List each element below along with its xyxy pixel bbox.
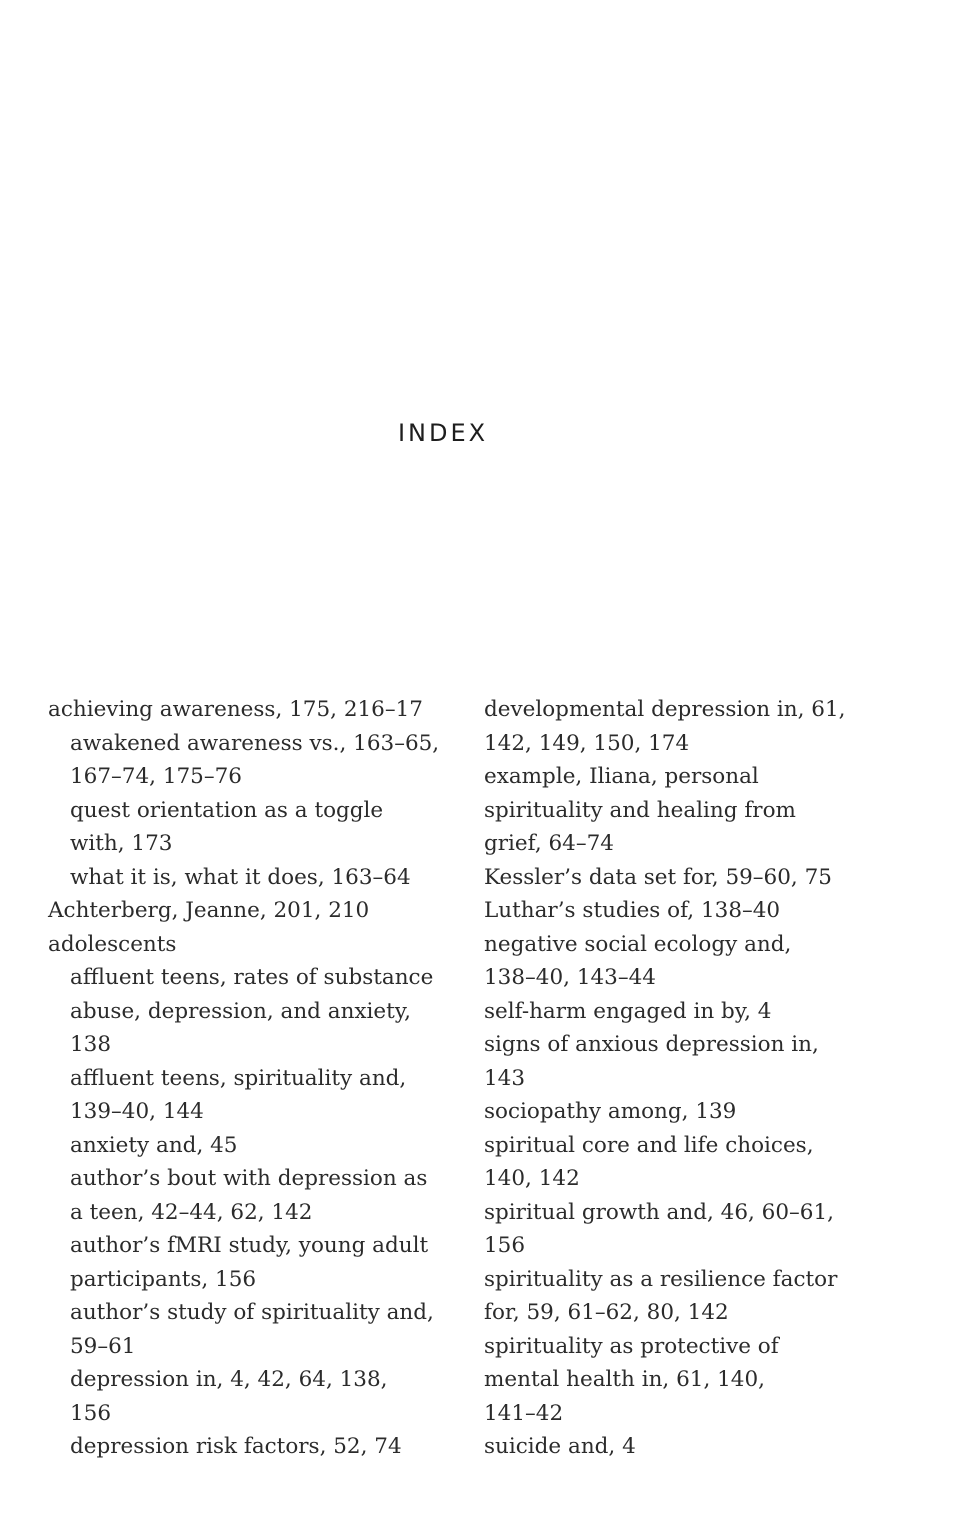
index-entry-line: achieving awareness, 175, 216–17 (48, 697, 423, 722)
index-entry-line: 59–61 (70, 1333, 136, 1359)
index-subentry (48, 861, 448, 895)
index-entry-line: negative social ecology and, (484, 931, 792, 957)
index-entry-line: mental health in, 61, 140, (484, 1367, 766, 1392)
index-entry-line: 142, 149, 150, 174 (484, 730, 690, 756)
index-entry-line: 138–40, 143–44 (484, 965, 656, 990)
index-entry (48, 693, 448, 727)
index-subentry (48, 1129, 448, 1163)
index-entry-line: a teen, 42–44, 62, 142 (70, 1199, 313, 1225)
index-entry-line: depression risk factors, 52, 74 (70, 1434, 402, 1459)
index-entry-line: author’s fMRI study, young adult (70, 1233, 429, 1258)
index-entry-line: spiritual core and life choices, (484, 1132, 814, 1158)
index-subentry (48, 1296, 448, 1363)
index-entry (484, 894, 864, 928)
index-entry-line: self-harm engaged in by, 4 (484, 998, 772, 1024)
index-entry (484, 1430, 864, 1464)
index-entry-line: author’s bout with depression as (70, 1166, 428, 1191)
index-entry (484, 1129, 864, 1196)
index-entry (484, 995, 864, 1029)
index-subentry (48, 961, 448, 1062)
index-subentry (48, 1162, 448, 1229)
index-entry-line: participants, 156 (70, 1266, 257, 1292)
index-subentry (48, 1062, 448, 1129)
index-entry (484, 1095, 864, 1129)
index-entry-line: spirituality as protective of (484, 1333, 779, 1359)
index-subentry (48, 1363, 448, 1430)
index-entry (484, 1196, 864, 1263)
index-entry-line: 167–74, 175–76 (70, 764, 242, 789)
index-entry-line: with, 173 (70, 831, 173, 856)
index-entry-line: affluent teens, rates of substance (70, 965, 434, 990)
index-entry-line: Kessler’s data set for, 59–60, 75 (484, 864, 832, 890)
index-entry-line: Luthar’s studies of, 138–40 (484, 898, 781, 923)
index-entry-line: suicide and, 4 (484, 1434, 636, 1459)
index-entry-line: author’s study of spirituality and, (70, 1300, 434, 1325)
index-column-left (48, 693, 448, 1464)
index-entry-line: 156 (484, 1233, 526, 1258)
index-subentry (48, 727, 448, 794)
index-entry-line: spiritual growth and, 46, 60–61, (484, 1199, 834, 1225)
page-title: INDEX (397, 419, 489, 447)
index-entry-line: 141–42 (484, 1400, 564, 1426)
index-entry-line: abuse, depression, and anxiety, (70, 998, 411, 1024)
index-subentry (48, 794, 448, 861)
index-entry-line: example, Iliana, personal (484, 764, 759, 789)
index-entry (48, 928, 448, 962)
index-entry-line: grief, 64–74 (484, 831, 614, 856)
index-entry-line: adolescents (48, 931, 177, 957)
index-entry-line: 156 (70, 1400, 112, 1426)
index-entry-line: what it is, what it does, 163–64 (70, 864, 411, 890)
index-entry-line: 143 (484, 1065, 526, 1091)
index-subentry (48, 1430, 448, 1464)
index-entry (484, 928, 864, 995)
index-entry-line: awakened awareness vs., 163–65, (70, 730, 440, 756)
index-entry (484, 861, 864, 895)
index-entry (48, 894, 448, 928)
index-entry-line: spirituality as a resilience factor (484, 1266, 838, 1292)
index-entry (484, 693, 864, 760)
index-entry-line: for, 59, 61–62, 80, 142 (484, 1300, 729, 1325)
index-entry-line: spirituality and healing from (484, 797, 796, 823)
index-entry (484, 1330, 864, 1431)
index-entry-line: developmental depression in, 61, (484, 697, 846, 722)
index-entry (484, 1028, 864, 1095)
index-entry (484, 760, 864, 861)
index-entry-line: anxiety and, 45 (70, 1132, 238, 1158)
index-entry-line: signs of anxious depression in, (484, 1032, 819, 1057)
index-entry-line: Achterberg, Jeanne, 201, 210 (48, 898, 370, 923)
index-entry (484, 1263, 864, 1330)
index-entry-line: sociopathy among, 139 (484, 1099, 737, 1124)
index-entry-line: 139–40, 144 (70, 1099, 204, 1124)
index-subentry (48, 1229, 448, 1296)
index-entry-line: depression in, 4, 42, 64, 138, (70, 1367, 388, 1392)
index-entry-line: affluent teens, spirituality and, (70, 1065, 407, 1091)
index-entry-line: quest orientation as a toggle (70, 797, 384, 823)
index-column-right (484, 693, 864, 1464)
index-entry-line: 138 (70, 1032, 112, 1057)
index-entry-line: 140, 142 (484, 1166, 580, 1191)
